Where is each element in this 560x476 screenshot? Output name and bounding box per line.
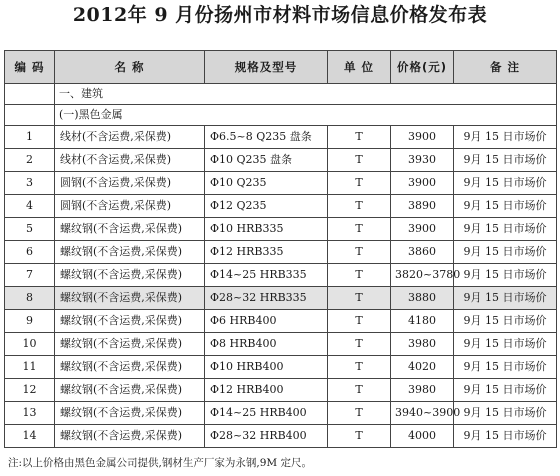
cell-unit: T (328, 379, 391, 402)
cell-name: 圆钢(不含运费,采保费) (55, 195, 205, 218)
cell-note: 9月 15 日市场价 (454, 333, 557, 356)
cell-spec: Φ12 HRB335 (205, 241, 328, 264)
section-title: 一、建筑 (55, 84, 557, 105)
subsection-code-cell (5, 105, 55, 126)
cell-price: 3940~3900 (391, 402, 454, 425)
cell-note: 9月 15 日市场价 (454, 356, 557, 379)
cell-price: 4180 (391, 310, 454, 333)
cell-note: 9月 15 日市场价 (454, 218, 557, 241)
cell-note: 9月 15 日市场价 (454, 172, 557, 195)
subsection-row (5, 105, 557, 126)
document-title: 2012年 9 月份扬州市材料市场信息价格发布表 (72, 4, 488, 26)
cell-note: 9月 15 日市场价 (454, 149, 557, 172)
header-unit: 单 位 (328, 51, 391, 84)
section-row (5, 84, 557, 105)
table-row (5, 149, 557, 172)
cell-unit: T (328, 149, 391, 172)
cell-price: 3820~3780 (391, 264, 454, 287)
table-row (5, 379, 557, 402)
cell-note: 9月 15 日市场价 (454, 195, 557, 218)
table-row (5, 333, 557, 356)
header-price: 价格(元) (391, 51, 454, 84)
table-row (5, 264, 557, 287)
cell-name: 螺纹钢(不含运费,采保费) (55, 333, 205, 356)
section-code-cell (5, 84, 55, 105)
cell-code: 6 (5, 241, 55, 264)
cell-spec: Φ10 Q235 (205, 172, 328, 195)
cell-spec: Φ28~32 HRB335 (205, 287, 328, 310)
cell-price: 4020 (391, 356, 454, 379)
cell-name: 螺纹钢(不含运费,采保费) (55, 356, 205, 379)
table-row (5, 402, 557, 425)
cell-price: 3900 (391, 218, 454, 241)
cell-name: 螺纹钢(不含运费,采保费) (55, 402, 205, 425)
cell-unit: T (328, 356, 391, 379)
table-row (5, 172, 557, 195)
cell-unit: T (328, 195, 391, 218)
cell-name: 螺纹钢(不含运费,采保费) (55, 379, 205, 402)
cell-price: 3980 (391, 333, 454, 356)
cell-price: 3880 (391, 287, 454, 310)
cell-unit: T (328, 241, 391, 264)
cell-unit: T (328, 264, 391, 287)
cell-note: 9月 15 日市场价 (454, 310, 557, 333)
cell-code: 2 (5, 149, 55, 172)
cell-code: 5 (5, 218, 55, 241)
table-row (5, 310, 557, 333)
cell-unit: T (328, 218, 391, 241)
cell-unit: T (328, 126, 391, 149)
table-row (5, 425, 557, 448)
table-row (5, 218, 557, 241)
cell-price: 3980 (391, 379, 454, 402)
cell-note: 9月 15 日市场价 (454, 379, 557, 402)
cell-unit: T (328, 172, 391, 195)
cell-code: 9 (5, 310, 55, 333)
cell-spec: Φ10 HRB400 (205, 356, 328, 379)
cell-price: 3860 (391, 241, 454, 264)
table-row (5, 195, 557, 218)
cell-price: 3900 (391, 172, 454, 195)
cell-spec: Φ10 HRB335 (205, 218, 328, 241)
cell-spec: Φ6 HRB400 (205, 310, 328, 333)
cell-code: 1 (5, 126, 55, 149)
cell-name: 螺纹钢(不含运费,采保费) (55, 310, 205, 333)
cell-note: 9月 15 日市场价 (454, 241, 557, 264)
cell-code: 4 (5, 195, 55, 218)
table-row (5, 126, 557, 149)
cell-name: 线材(不含运费,采保费) (55, 126, 205, 149)
cell-price: 4000 (391, 425, 454, 448)
cell-spec: Φ8 HRB400 (205, 333, 328, 356)
cell-note: 9月 15 日市场价 (454, 287, 557, 310)
cell-unit: T (328, 333, 391, 356)
cell-unit: T (328, 402, 391, 425)
cell-price: 3930 (391, 149, 454, 172)
cell-price: 3890 (391, 195, 454, 218)
cell-price: 3900 (391, 126, 454, 149)
cell-code: 11 (5, 356, 55, 379)
cell-code: 10 (5, 333, 55, 356)
cell-spec: Φ10 Q235 盘条 (205, 149, 328, 172)
cell-unit: T (328, 310, 391, 333)
table-row (5, 241, 557, 264)
table-row (5, 356, 557, 379)
cell-name: 螺纹钢(不含运费,采保费) (55, 264, 205, 287)
header-spec: 规格及型号 (205, 51, 328, 84)
cell-unit: T (328, 287, 391, 310)
cell-note: 9月 15 日市场价 (454, 264, 557, 287)
cell-spec: Φ12 Q235 (205, 195, 328, 218)
cell-note: 9月 15 日市场价 (454, 126, 557, 149)
cell-name: 圆钢(不含运费,采保费) (55, 172, 205, 195)
cell-name: 螺纹钢(不含运费,采保费) (55, 425, 205, 448)
table-body (5, 84, 557, 448)
cell-name: 线材(不含运费,采保费) (55, 149, 205, 172)
cell-unit: T (328, 425, 391, 448)
cell-code: 12 (5, 379, 55, 402)
cell-code: 13 (5, 402, 55, 425)
cell-note: 9月 15 日市场价 (454, 402, 557, 425)
cell-note: 9月 15 日市场价 (454, 425, 557, 448)
cell-spec: Φ6.5~8 Q235 盘条 (205, 126, 328, 149)
header-name: 名 称 (55, 51, 205, 84)
cell-spec: Φ14~25 HRB400 (205, 402, 328, 425)
header-code: 编 码 (5, 51, 55, 84)
price-table (4, 50, 557, 448)
header-note: 备 注 (454, 51, 557, 84)
cell-code: 8 (5, 287, 55, 310)
subsection-title: (一)黑色金属 (55, 105, 557, 126)
cell-code: 14 (5, 425, 55, 448)
cell-spec: Φ12 HRB400 (205, 379, 328, 402)
cell-code: 3 (5, 172, 55, 195)
footnote: 注:以上价格由黑色金属公司提供,钢材生产厂家为永钢,9M 定尺。 (8, 457, 312, 469)
table-header-row (5, 51, 557, 84)
cell-spec: Φ14~25 HRB335 (205, 264, 328, 287)
cell-name: 螺纹钢(不含运费,采保费) (55, 218, 205, 241)
table-row (5, 287, 557, 310)
cell-code: 7 (5, 264, 55, 287)
cell-name: 螺纹钢(不含运费,采保费) (55, 287, 205, 310)
cell-spec: Φ28~32 HRB400 (205, 425, 328, 448)
cell-name: 螺纹钢(不含运费,采保费) (55, 241, 205, 264)
